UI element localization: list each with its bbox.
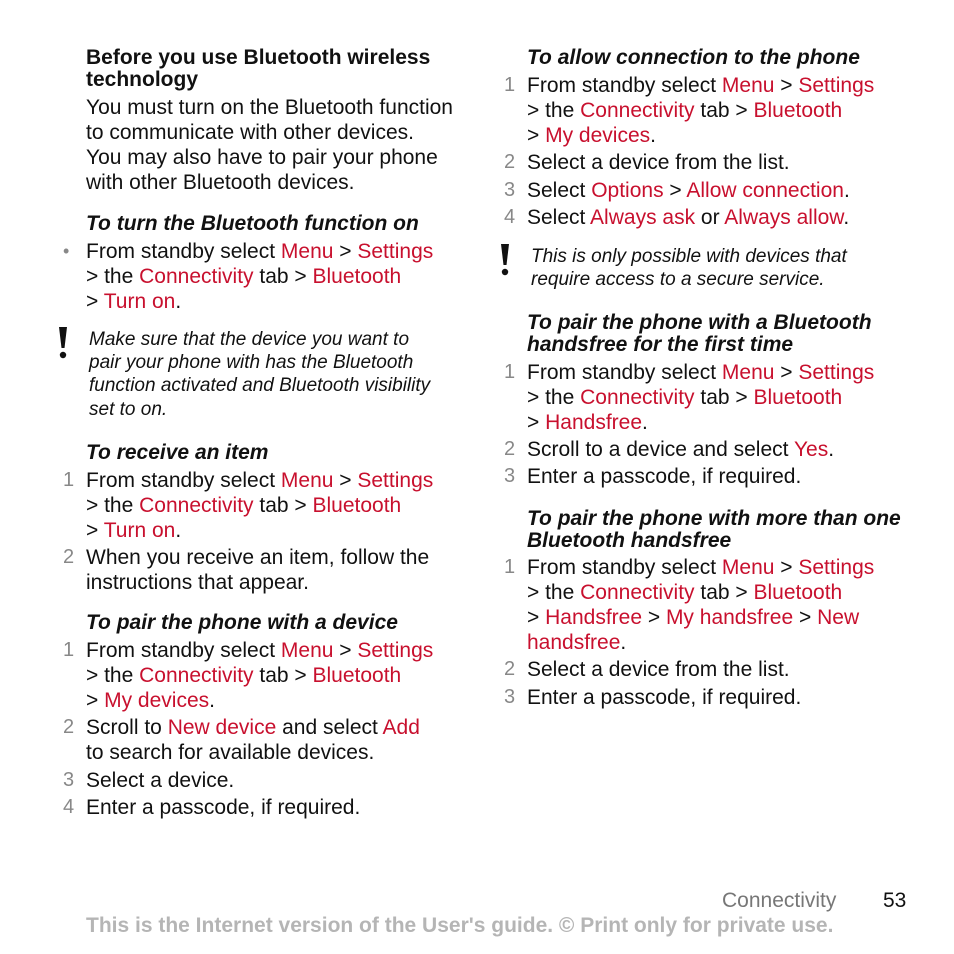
text: > the: [527, 99, 581, 122]
link-bluetooth[interactable]: Bluetooth: [753, 581, 843, 604]
link-settings[interactable]: Settings: [798, 74, 875, 97]
step-line: [86, 239, 433, 264]
link-connectivity[interactable]: Connectivity: [580, 581, 695, 604]
text: >: [86, 290, 104, 313]
step-line: to search for available devices.: [86, 741, 375, 764]
text: > the: [86, 265, 140, 288]
text: Select: [527, 179, 592, 202]
step-line: [527, 410, 648, 435]
text: >: [333, 639, 358, 662]
text: .: [642, 411, 648, 434]
text: .: [620, 631, 627, 654]
text: .: [828, 438, 835, 461]
text: From standby select: [86, 639, 281, 662]
link-my-devices[interactable]: My devices: [545, 124, 651, 147]
step-line: [527, 178, 850, 203]
text: From standby select: [527, 361, 722, 384]
link-connectivity[interactable]: Connectivity: [139, 265, 254, 288]
link-add[interactable]: Add: [382, 716, 420, 739]
link-menu[interactable]: Menu: [721, 74, 775, 97]
link-handsfree[interactable]: Handsfree: [545, 411, 642, 434]
step-number: 1: [504, 556, 516, 578]
step-line: [86, 663, 401, 688]
text: tab >: [694, 386, 754, 409]
step-number: 4: [63, 796, 75, 818]
link-bluetooth[interactable]: Bluetooth: [312, 265, 402, 288]
step-line: [86, 264, 401, 289]
link-new-device[interactable]: New device: [167, 716, 277, 739]
section-title: Bluetooth handsfree: [527, 529, 732, 552]
link-menu[interactable]: Menu: [280, 240, 334, 263]
step-line: Enter a passcode, if required.: [527, 465, 802, 488]
text: >: [774, 556, 799, 579]
text: Scroll to: [86, 716, 168, 739]
link-bluetooth[interactable]: Bluetooth: [312, 494, 402, 517]
text: Scroll to a device and select: [527, 438, 794, 461]
text: .: [843, 179, 850, 202]
step-line: [86, 493, 401, 518]
note-line: This is only possible with devices that: [531, 246, 847, 267]
text: >: [642, 606, 666, 629]
link-my-handsfree[interactable]: My handsfree: [665, 606, 794, 629]
text: .: [175, 290, 182, 313]
text: tab >: [253, 664, 313, 687]
footer-notice: This is the Internet version of the User's guide. © Print only for private use.: [86, 914, 834, 937]
step-number: 1: [63, 639, 75, 661]
text: and select: [276, 716, 383, 739]
link-new-handsfree[interactable]: handsfree: [527, 631, 621, 654]
step-number: 3: [63, 769, 75, 791]
text: >: [774, 361, 799, 384]
text: tab >: [253, 265, 313, 288]
text: > the: [527, 386, 581, 409]
step-number: 2: [504, 438, 516, 460]
link-menu[interactable]: Menu: [721, 361, 775, 384]
text: tab >: [694, 99, 754, 122]
text: >: [527, 124, 546, 147]
section-title: To pair the phone with a device: [86, 611, 398, 634]
step-line: instructions that appear.: [86, 571, 309, 594]
text: > the: [86, 494, 140, 517]
step-number: 3: [504, 465, 516, 487]
note-line: require access to a secure service.: [531, 269, 825, 290]
text: > the: [527, 581, 581, 604]
link-settings[interactable]: Settings: [357, 240, 434, 263]
text: tab >: [253, 494, 313, 517]
link-bluetooth[interactable]: Bluetooth: [753, 99, 843, 122]
text: or: [695, 206, 725, 229]
paragraph-line: You must turn on the Bluetooth function: [86, 96, 453, 119]
section-title: Before you use Bluetooth wireless: [86, 46, 431, 69]
link-new[interactable]: New: [817, 606, 860, 629]
step-line: Enter a passcode, if required.: [86, 796, 361, 819]
step-line: When you receive an item, follow the: [86, 546, 430, 569]
step-line: [527, 580, 842, 605]
link-menu[interactable]: Menu: [280, 639, 334, 662]
section-title: To allow connection to the phone: [527, 46, 860, 69]
text: Select: [527, 206, 591, 229]
section-title: technology: [86, 68, 199, 91]
text: From standby select: [527, 74, 722, 97]
text: From standby select: [86, 240, 281, 263]
section-title: To turn the Bluetooth function on: [86, 212, 419, 235]
link-handsfree[interactable]: Handsfree: [545, 606, 642, 629]
section-title: To receive an item: [86, 441, 269, 464]
text: .: [209, 689, 215, 712]
step-line: Select a device from the list.: [527, 658, 790, 681]
link-options[interactable]: Options: [591, 179, 664, 202]
text: >: [86, 689, 105, 712]
step-line: [527, 98, 842, 123]
text: >: [527, 606, 546, 629]
text: >: [774, 74, 799, 97]
step-line: [527, 437, 834, 462]
link-connectivity[interactable]: Connectivity: [580, 99, 695, 122]
step-number: 2: [63, 716, 75, 738]
step-number: 1: [504, 361, 516, 383]
note-line: pair your phone with has the Bluetooth: [89, 352, 414, 373]
link-connectivity[interactable]: Connectivity: [139, 494, 254, 517]
step-line: [527, 385, 842, 410]
warning-icon: [57, 327, 69, 359]
link-turn-on[interactable]: Turn on: [103, 519, 176, 542]
link-always-ask[interactable]: Always ask: [590, 206, 696, 229]
link-connectivity[interactable]: Connectivity: [139, 664, 254, 687]
link-allow-connection[interactable]: Allow connection: [686, 179, 844, 202]
text: >: [333, 469, 358, 492]
step-line: [527, 123, 656, 148]
step-number: 2: [504, 151, 516, 173]
link-settings[interactable]: Settings: [357, 639, 434, 662]
text: .: [175, 519, 182, 542]
paragraph-line: to communicate with other devices.: [86, 121, 414, 144]
step-line: [86, 518, 181, 543]
step-number: 3: [504, 179, 516, 201]
link-menu[interactable]: Menu: [721, 556, 775, 579]
text: >: [793, 606, 818, 629]
link-settings[interactable]: Settings: [357, 469, 434, 492]
link-my-devices[interactable]: My devices: [104, 689, 210, 712]
link-always-allow[interactable]: Always allow: [724, 206, 844, 229]
page-number: 53: [883, 889, 907, 912]
step-number: 3: [504, 686, 516, 708]
link-yes[interactable]: Yes: [793, 438, 829, 461]
link-bluetooth[interactable]: Bluetooth: [312, 664, 402, 687]
text: .: [843, 206, 850, 229]
step-line: [86, 289, 181, 314]
section-title: To pair the phone with more than one: [527, 507, 901, 530]
step-line: [527, 360, 874, 385]
link-settings[interactable]: Settings: [798, 361, 875, 384]
step-line: [86, 468, 433, 493]
step-number: 1: [504, 74, 516, 96]
paragraph-line: You may also have to pair your phone: [86, 146, 438, 169]
step-line: [527, 205, 849, 230]
note-line: Make sure that the device you want to: [89, 329, 410, 350]
link-connectivity[interactable]: Connectivity: [580, 386, 695, 409]
text: From standby select: [527, 556, 722, 579]
step-number: 1: [63, 469, 75, 491]
link-menu[interactable]: Menu: [280, 469, 334, 492]
text: tab >: [694, 581, 754, 604]
paragraph-line: with other Bluetooth devices.: [86, 171, 355, 194]
step-line: [86, 715, 420, 740]
step-line: [86, 638, 433, 663]
step-number: 2: [504, 658, 516, 680]
step-line: Enter a passcode, if required.: [527, 686, 802, 709]
bullet: •: [63, 241, 70, 261]
link-bluetooth[interactable]: Bluetooth: [753, 386, 843, 409]
section-title: handsfree for the first time: [527, 333, 794, 356]
warning-icon: [499, 244, 511, 276]
step-line: [527, 555, 874, 580]
footer-section-name: Connectivity: [722, 889, 837, 912]
text: From standby select: [86, 469, 281, 492]
text: >: [86, 519, 104, 542]
note-line: function activated and Bluetooth visibility: [89, 375, 431, 396]
step-number: 2: [63, 546, 75, 568]
section-title: To pair the phone with a Bluetooth: [527, 311, 872, 334]
note-line: set to on.: [89, 399, 168, 420]
step-line: [527, 630, 626, 655]
link-settings[interactable]: Settings: [798, 556, 875, 579]
step-line: [527, 73, 874, 98]
text: >: [527, 411, 546, 434]
step-line: Select a device from the list.: [527, 151, 790, 174]
text: .: [650, 124, 656, 147]
link-turn-on[interactable]: Turn on: [103, 290, 176, 313]
step-number: 4: [504, 206, 516, 228]
step-line: [527, 605, 859, 630]
text: >: [663, 179, 687, 202]
step-line: Select a device.: [86, 769, 235, 792]
text: >: [333, 240, 358, 263]
step-line: [86, 688, 215, 713]
text: > the: [86, 664, 140, 687]
